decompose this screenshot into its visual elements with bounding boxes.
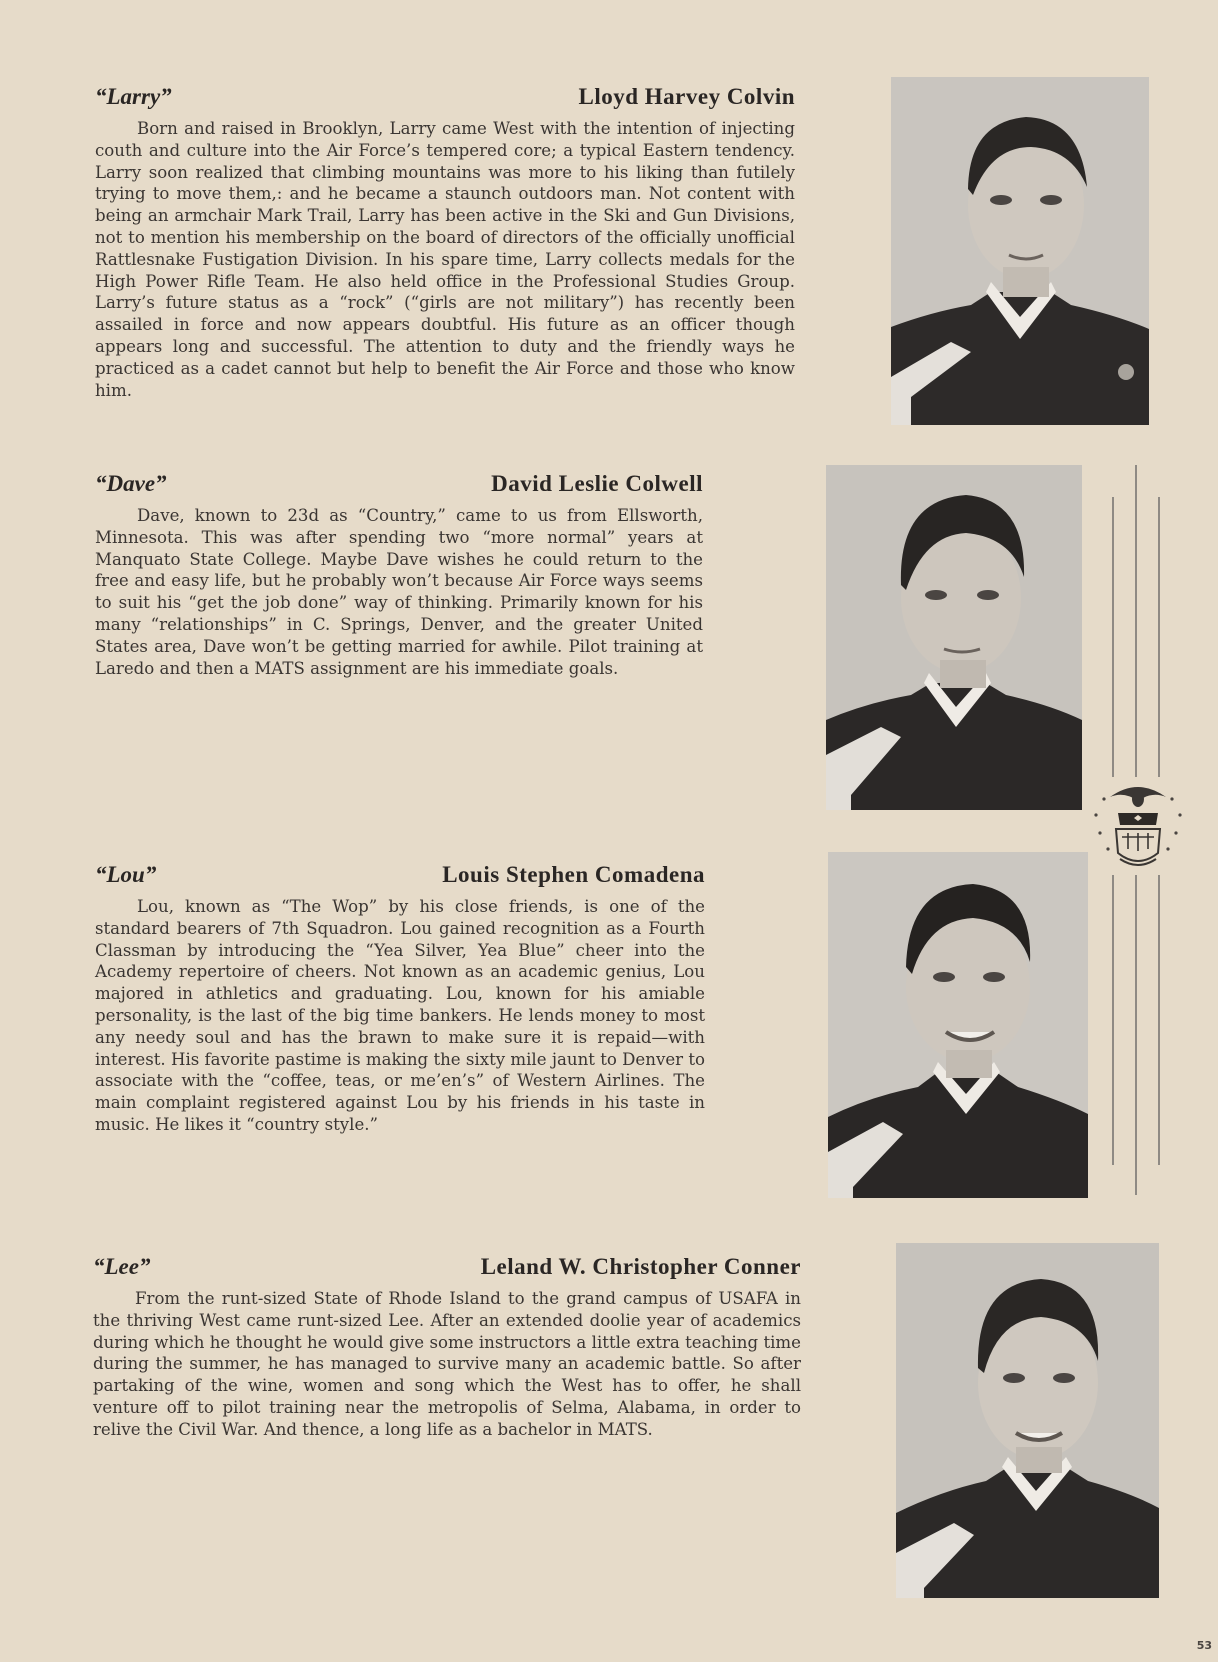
nickname: “Lee” bbox=[93, 1254, 151, 1279]
full-name: Leland W. Christopher Conner bbox=[480, 1254, 801, 1279]
portrait-colwell bbox=[826, 465, 1082, 810]
full-name: Lloyd Harvey Colvin bbox=[578, 84, 795, 109]
entry-header bbox=[95, 862, 705, 892]
nickname: “Dave” bbox=[95, 471, 167, 496]
portrait-colvin bbox=[891, 77, 1149, 425]
page-number: 53 bbox=[1196, 1639, 1212, 1652]
biography: Born and raised in Brooklyn, Larry came West with the intention of injecting couth and culture into the Air Force’s tempered core; a typical Eastern tendency. Larry soon realized that climbing mountains was more to his liking than futilely trying to move them,: and he became a staunch outdoors man. Not content with being an armchair Mark Trail, Larry has been active in the Ski and Gun Divisions, not to mention his membership on the board of directors of the officially unofficial Rattlesnake Fustigation Division. In his spare time, Larry collects medals for the High Power Rifle Team. He also held office in the Professional Studies Group. Larry’s future status as a “rock” (“girls are not military”) has recently been assailed in force and now appears doubtful. His future as an officer though appears long and successful. The attention to duty and the friendly ways he practiced as a cadet cannot but help to benefit the Air Force and those who know him. bbox=[95, 119, 795, 400]
entry-comadena bbox=[95, 862, 705, 1136]
decorative-rule bbox=[1112, 875, 1114, 1165]
decorative-rule bbox=[1135, 875, 1137, 1195]
academy-crest-icon bbox=[1090, 775, 1186, 875]
decorative-rule bbox=[1112, 497, 1114, 777]
entry-header bbox=[95, 84, 795, 114]
biography: Lou, known as “The Wop” by his close friends, is one of the standard bearers of 7th Squadron. Lou gained recognition as a Fourth Classman by introducing the “Yea Silver, Yea Blue” cheer into the Academy repertoire of cheers. Not known as an academic genius, Lou majored in athletics and graduating. Lou, known for his amiable personality, is the last of the big time bankers. He lends money to most any needy soul and has the brawn to make sure it is repaid—with interest. His favorite pastime is making the sixty mile jaunt to Denver to associate with the “coffee, teas, or me’en’s” of Western Airlines. The main complaint registered against Lou by his friends in his taste in music. He likes it “country style.” bbox=[95, 897, 705, 1134]
entry-header bbox=[93, 1254, 801, 1284]
nickname: “Larry” bbox=[95, 84, 172, 109]
portrait-conner bbox=[896, 1243, 1159, 1598]
entry-colvin bbox=[95, 84, 795, 401]
biography: Dave, known to 23d as “Country,” came to us from Ellsworth, Minnesota. This was after spending two “more normal” years at Manquato State College. Maybe Dave wishes he could return to the free and easy life, but he probably won’t because Air Force ways seems to suit his “get the job done” way of thinking. Primarily known for his many “relationships” in C. Springs, Denver, and the greater United States area, Dave won’t be getting married for awhile. Pilot training at Laredo and then a MATS assignment are his immediate goals. bbox=[95, 506, 703, 678]
full-name: David Leslie Colwell bbox=[491, 471, 703, 496]
decorative-rule bbox=[1135, 465, 1137, 777]
entry-header bbox=[95, 471, 703, 501]
entry-colwell bbox=[95, 471, 703, 679]
biography: From the runt-sized State of Rhode Island to the grand campus of USAFA in the thriving West came runt-sized Lee. After an extended doolie year of academics during which he thought he would give some instructors a little extra teaching time during the summer, he has managed to survive many an academic battle. So after partaking of the wine, women and song which the West has to offer, he shall venture off to pilot training near the metropolis of Selma, Alabama, in order to relive the Civil War. And thence, a long life as a bachelor in MATS. bbox=[93, 1289, 801, 1439]
decorative-rule bbox=[1158, 497, 1160, 777]
entry-conner bbox=[93, 1254, 801, 1441]
decorative-rule bbox=[1158, 875, 1160, 1165]
nickname: “Lou” bbox=[95, 862, 157, 887]
portrait-comadena bbox=[828, 852, 1088, 1198]
full-name: Louis Stephen Comadena bbox=[442, 862, 705, 887]
